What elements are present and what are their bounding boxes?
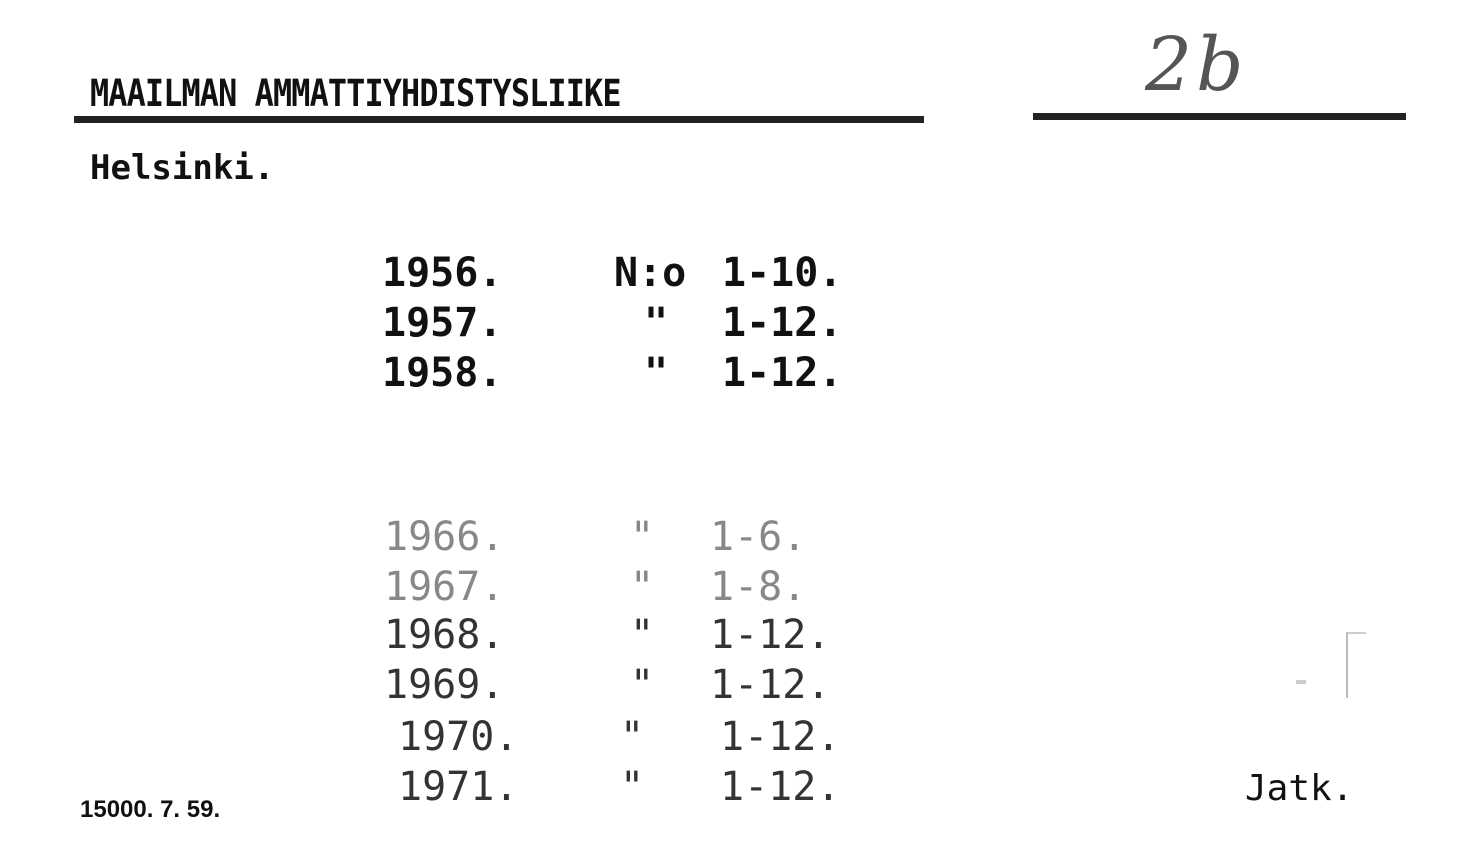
- holding-range: 1-12.: [720, 764, 841, 810]
- holding-year: 1969.: [384, 662, 505, 708]
- holding-range: 1-12.: [710, 662, 831, 708]
- card-title: MAAILMAN AMMATTIYHDISTYSLIIKE: [90, 72, 621, 115]
- holding-range: 1-10.: [722, 250, 843, 296]
- holding-range: 1-12.: [722, 300, 843, 346]
- holding-year: 1971.: [398, 764, 519, 810]
- ditto-mark: ": [620, 714, 645, 760]
- holding-range: 1-12.: [710, 612, 831, 658]
- holding-range: 1-6.: [710, 514, 807, 560]
- place-of-publication: Helsinki.: [90, 148, 275, 188]
- holding-year: 1957.: [382, 300, 503, 346]
- holding-row-1971: [398, 764, 858, 812]
- holding-row-1966: [384, 514, 844, 562]
- pencil-mark: [1346, 632, 1366, 698]
- ditto-mark: ": [630, 564, 655, 610]
- continued-note: Jatk.: [1245, 768, 1354, 809]
- shelf-mark-underline: [1033, 113, 1406, 120]
- holding-range: 1-8.: [710, 564, 807, 610]
- pencil-dot: [1296, 680, 1306, 684]
- holding-year: 1966.: [384, 514, 505, 560]
- holding-year: 1968.: [384, 612, 505, 658]
- handwritten-shelf-mark: 2b: [1145, 22, 1248, 108]
- holding-row-1958: [382, 350, 862, 398]
- holding-range: 1-12.: [722, 350, 843, 396]
- ditto-mark: ": [644, 350, 669, 396]
- holding-number-label: N:o: [614, 250, 687, 296]
- holding-row-1970: [398, 714, 858, 762]
- holding-year: 1967.: [384, 564, 505, 610]
- holding-row-1957: [382, 300, 862, 348]
- holding-row-1967: [384, 564, 844, 612]
- title-underline: [74, 116, 924, 123]
- ditto-mark: ": [620, 764, 645, 810]
- holding-year: 1956.: [382, 250, 503, 296]
- ditto-mark: ": [644, 300, 669, 346]
- holding-year: 1958.: [382, 350, 503, 396]
- holding-range: 1-12.: [720, 714, 841, 760]
- ditto-mark: ": [630, 612, 655, 658]
- holding-year: 1970.: [398, 714, 519, 760]
- ditto-mark: ": [630, 662, 655, 708]
- holding-row-1956: [382, 250, 862, 298]
- ditto-mark: ": [630, 514, 655, 560]
- holding-row-1969: [384, 662, 844, 710]
- holding-row-1968: [384, 612, 844, 660]
- form-print-number: 15000. 7. 59.: [80, 796, 221, 823]
